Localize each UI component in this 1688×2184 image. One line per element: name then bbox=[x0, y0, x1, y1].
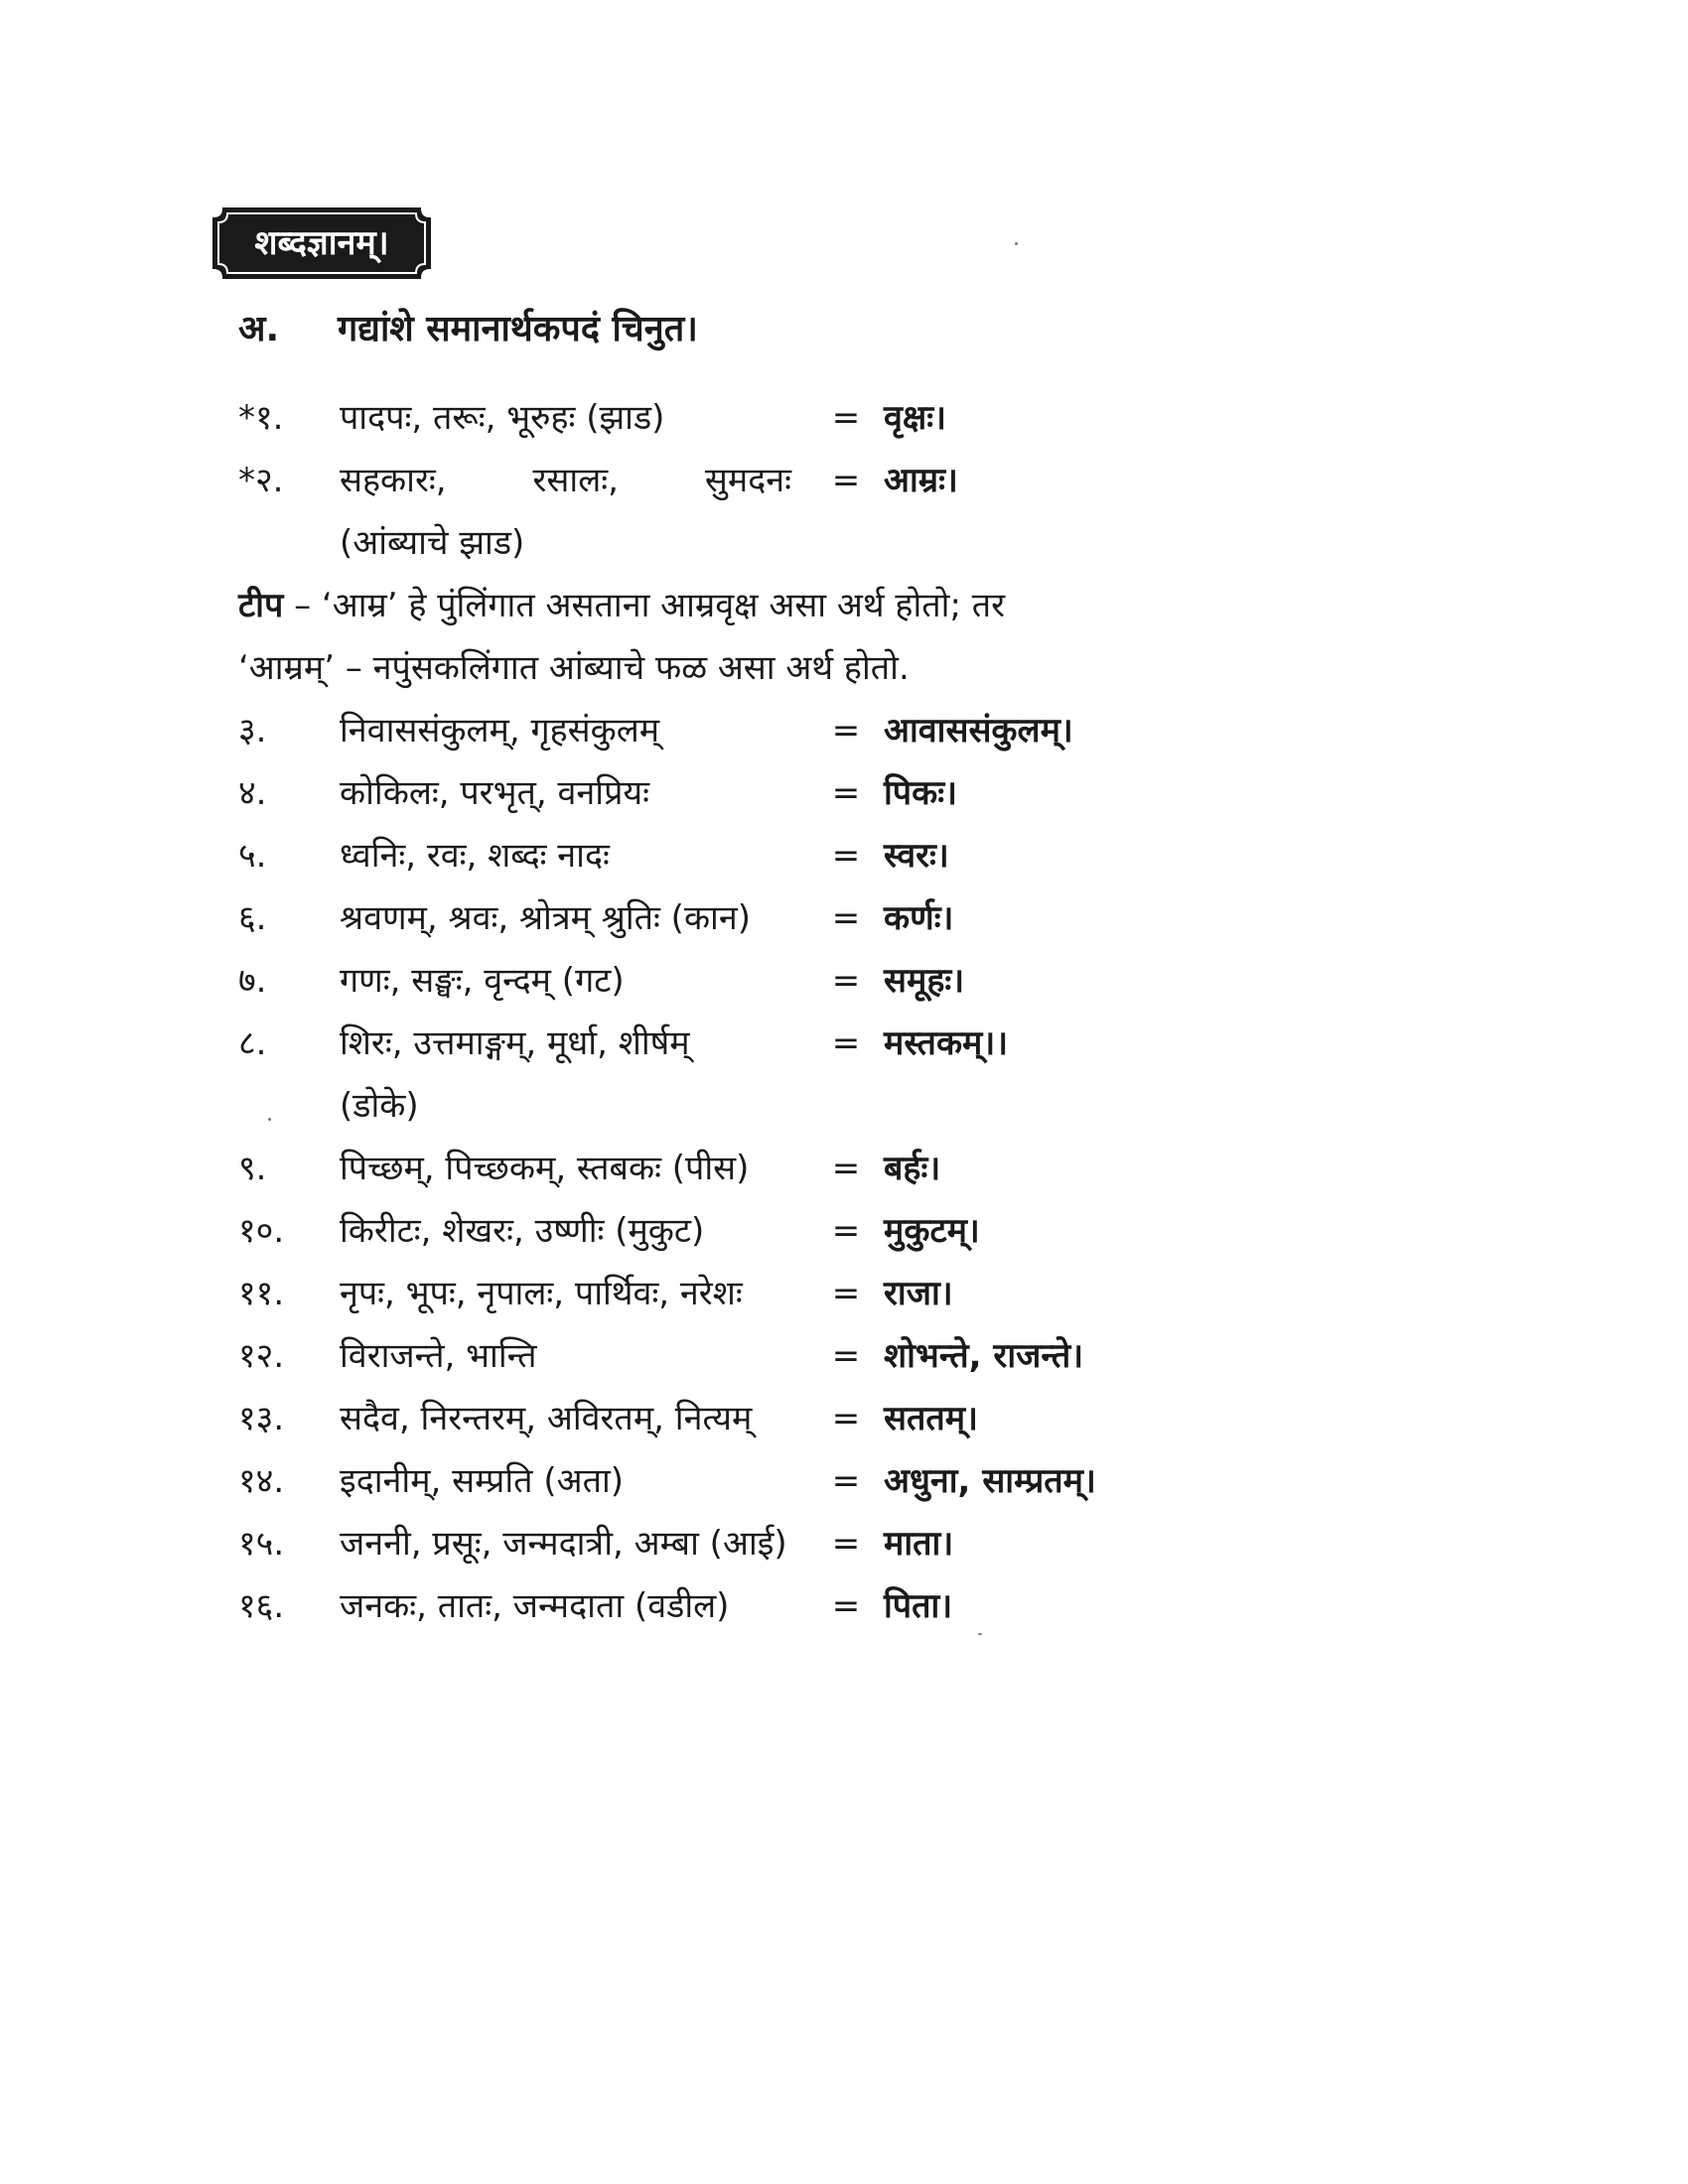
item-synonyms: गणः, सङ्घः, वृन्दम् (गट) bbox=[340, 961, 625, 1001]
synonym-word: रसालः, bbox=[532, 461, 619, 500]
item-synonyms: किरीटः, शेखरः, उष्णीः (मुकुट) bbox=[340, 1211, 705, 1251]
equals-sign: = bbox=[831, 961, 861, 1001]
list-item bbox=[238, 700, 1231, 762]
item-answer: शोभन्ते, राजन्ते। bbox=[884, 1336, 1084, 1376]
item-answer: मुकुटम्। bbox=[884, 1211, 980, 1251]
item-number: ८. bbox=[238, 1024, 267, 1063]
item-synonyms: सदैव, निरन्तरम्, अविरतम्, नित्यम् bbox=[340, 1399, 753, 1438]
item-answer: मस्तकम्।। bbox=[884, 1024, 1009, 1063]
item-answer: कर्णः। bbox=[884, 898, 954, 938]
item-answer: राजा। bbox=[884, 1274, 953, 1313]
item-synonyms: पिच्छम्, पिच्छकम्, स्तबकः (पीस) bbox=[340, 1149, 750, 1188]
item-synonyms: जनकः, तातः, जन्मदाता (वडील) bbox=[340, 1586, 730, 1626]
item-number: १३. bbox=[238, 1399, 285, 1438]
item-answer: पिता। bbox=[884, 1586, 953, 1626]
item-answer: अधुना, साम्प्रतम्। bbox=[884, 1461, 1096, 1501]
list-item-continuation bbox=[238, 512, 1231, 575]
item-number: *२. bbox=[238, 461, 284, 500]
synonym-list bbox=[238, 387, 1231, 1638]
item-synonyms: ध्वनिः, रवः, शब्दः नादः bbox=[340, 836, 610, 876]
item-answer: वृक्षः। bbox=[884, 398, 947, 438]
equals-sign: = bbox=[831, 836, 861, 876]
item-answer: पिकः। bbox=[884, 773, 957, 813]
equals-sign: = bbox=[831, 1524, 861, 1564]
item-number: १२. bbox=[238, 1336, 285, 1376]
item-synonyms bbox=[340, 450, 791, 512]
item-number: ५. bbox=[238, 836, 267, 876]
item-number: ४. bbox=[238, 773, 267, 813]
list-item bbox=[238, 1013, 1231, 1075]
item-number: १५. bbox=[238, 1524, 285, 1564]
speck bbox=[1015, 242, 1018, 245]
list-item bbox=[238, 1513, 1231, 1575]
equals-sign: = bbox=[831, 1586, 861, 1626]
list-item bbox=[238, 1450, 1231, 1513]
list-item bbox=[238, 1263, 1231, 1325]
item-synonyms: विराजन्ते, भान्ति bbox=[340, 1336, 537, 1376]
item-number: १४. bbox=[238, 1461, 285, 1501]
equals-sign: = bbox=[831, 398, 861, 438]
item-synonyms: शिरः, उत्तमाङ्गम्, मूर्धा, शीर्षम् bbox=[340, 1024, 690, 1063]
speck bbox=[978, 1633, 982, 1635]
item-number: ७. bbox=[238, 961, 267, 1001]
item-synonyms: इदानीम्, सम्प्रति (अता) bbox=[340, 1461, 625, 1501]
speck bbox=[268, 1118, 271, 1121]
list-item bbox=[238, 1325, 1231, 1388]
list-item bbox=[238, 762, 1231, 825]
section-instruction: गद्यांशे समानार्थकपदं चिनुत। bbox=[338, 309, 698, 349]
equals-sign: = bbox=[831, 1399, 861, 1438]
item-synonyms: जननी, प्रसूः, जन्मदात्री, अम्बा (आई) bbox=[340, 1524, 787, 1564]
heading-badge bbox=[211, 206, 432, 280]
equals-sign: = bbox=[831, 898, 861, 938]
item-number: ३. bbox=[238, 711, 267, 751]
item-number: ११. bbox=[238, 1274, 285, 1313]
synonym-word: सहकारः, bbox=[340, 461, 447, 500]
equals-sign: = bbox=[831, 773, 861, 813]
synonym-word: सुमदनः bbox=[704, 461, 791, 500]
item-answer: सततम्। bbox=[884, 1399, 978, 1438]
item-number: *१. bbox=[238, 398, 284, 438]
equals-sign: = bbox=[831, 711, 861, 751]
item-continuation: (डोके) bbox=[340, 1086, 419, 1126]
item-answer: आम्रः। bbox=[884, 461, 958, 500]
item-answer: समूहः। bbox=[884, 961, 965, 1001]
item-number: ९. bbox=[238, 1149, 267, 1188]
item-number: १६. bbox=[238, 1586, 285, 1626]
heading-title: शब्दज्ञानम्। bbox=[254, 223, 389, 263]
item-answer: बर्हः। bbox=[884, 1149, 941, 1188]
item-number: १०. bbox=[238, 1211, 285, 1251]
list-item bbox=[238, 887, 1231, 950]
section-label: अ. bbox=[238, 309, 280, 349]
list-item bbox=[238, 1200, 1231, 1263]
list-item bbox=[238, 450, 1231, 512]
list-item bbox=[238, 1138, 1231, 1200]
item-synonyms: कोकिलः, परभृत्, वनप्रियः bbox=[340, 773, 649, 813]
list-item bbox=[238, 387, 1231, 450]
note-text-2: ‘आम्रम्’ – नपुंसकलिंगात आंब्याचे फळ असा अर्थ होतो. bbox=[238, 648, 910, 688]
list-item bbox=[238, 950, 1231, 1013]
equals-sign: = bbox=[831, 1211, 861, 1251]
equals-sign: = bbox=[831, 1336, 861, 1376]
equals-sign: = bbox=[831, 1274, 861, 1313]
equals-sign: = bbox=[831, 461, 861, 500]
list-item bbox=[238, 1388, 1231, 1450]
list-item-continuation bbox=[238, 1075, 1231, 1138]
list-item bbox=[238, 1575, 1231, 1638]
item-number: ६. bbox=[238, 898, 267, 938]
section-title bbox=[238, 298, 698, 361]
list-item bbox=[238, 825, 1231, 887]
equals-sign: = bbox=[831, 1024, 861, 1063]
item-answer: स्वरः। bbox=[884, 836, 949, 876]
item-answer: माता। bbox=[884, 1524, 954, 1564]
note-label: टीप bbox=[238, 586, 284, 625]
item-synonyms: श्रवणम्, श्रवः, श्रोत्रम् श्रुतिः (कान) bbox=[340, 898, 752, 938]
note-line-1 bbox=[238, 575, 1231, 637]
item-synonyms: नृपः, भूपः, नृपालः, पार्थिवः, नरेशः bbox=[340, 1274, 743, 1313]
item-continuation: (आंब्याचे झाड) bbox=[340, 523, 525, 563]
note-line-2 bbox=[238, 637, 1231, 700]
item-answer: आवाससंकुलम्। bbox=[884, 711, 1073, 751]
note-text-1: – ‘आम्र’ हे पुंलिंगात असताना आम्रवृक्ष असा अर्थ होतो; तर bbox=[283, 586, 1006, 625]
equals-sign: = bbox=[831, 1461, 861, 1501]
item-synonyms: निवाससंकुलम्, गृहसंकुलम् bbox=[340, 711, 660, 751]
equals-sign: = bbox=[831, 1149, 861, 1188]
item-synonyms: पादपः, तरूः, भूरुहः (झाड) bbox=[340, 398, 665, 438]
